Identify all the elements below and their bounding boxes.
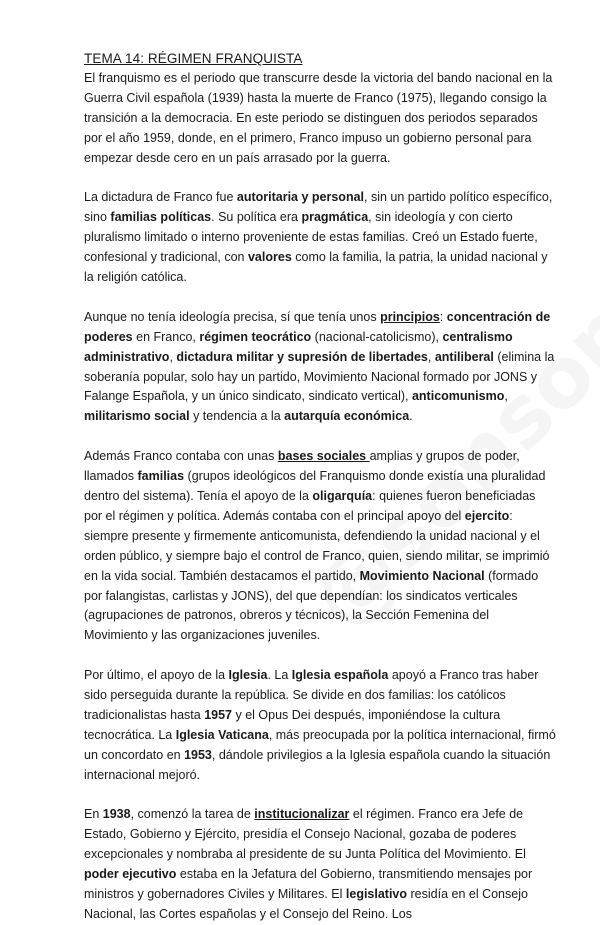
- emphasis-term: concentración de poderes: [84, 309, 551, 344]
- paragraph-gap: [84, 786, 556, 806]
- text-run: :: [439, 309, 447, 324]
- text-run: Aunque no tenía ideología precisa, sí que tenía unos: [84, 309, 381, 324]
- text-run: (grupos ideológicos del Franquismo donde existía una pluralidad dentro del sistema). Tenía el apoyo de la: [84, 469, 546, 503]
- text-run: ,: [427, 349, 435, 364]
- text-run: (elimina la soberanía popular, solo hay un partido, Movimiento Nacional formado por JONS y Falange Española, y un único sindicato, sindicato vertical),: [84, 349, 555, 404]
- emphasis-term: autarquía económica: [284, 409, 410, 424]
- text-run: La dictadura de Franco fue: [84, 190, 237, 205]
- paragraph-gap: [84, 288, 556, 308]
- emphasis-term: ejercito: [464, 508, 510, 523]
- text-run: como la familia, la patria, la unidad nacional y la religión católica.: [84, 250, 548, 285]
- text-run: .: [409, 409, 413, 424]
- paragraph-gap: [84, 646, 556, 666]
- paragraph-bases-sociales: [84, 447, 556, 646]
- emphasis-term: legislativo: [345, 887, 408, 902]
- text-run: , dándole privilegios a la Iglesia española cuando la situación internacional mejoró.: [84, 747, 551, 782]
- text-run: apoyó a Franco tras haber sido perseguida durante la república. Se divide en dos familias: los católicos tradicionalistas hasta: [84, 668, 539, 722]
- text-run: (formado por falangistas, carlistas y JONS), del que dependían: los sindicatos verticales (agrupaciones de patronos, obreros y técnicos), la Sección Femenina del Movimiento y las organizaciones juveniles.: [84, 568, 539, 643]
- page-title: TEMA 14: RÉGIMEN FRANQUISTA: [84, 51, 303, 66]
- emphasis-term: Iglesia española: [291, 668, 389, 683]
- text-run: Por último, el apoyo de la: [84, 668, 229, 683]
- text-run: , más preocupada por la política internacional, firmó un concordato en: [84, 727, 556, 762]
- emphasis-term: poder ejecutivo: [84, 867, 177, 882]
- emphasis-term: Iglesia Vaticana: [175, 727, 269, 742]
- text-run: : siempre presente y firmemente anticomunista, defendiendo la unidad nacional y el orden público, y siempre bajo el control de Franco, quien, siendo militar, se imprimió en la vida social. También destacamos el partido,: [84, 508, 550, 583]
- text-run: amplias y grupos de poder, llamados: [84, 449, 520, 484]
- text-run: ,: [169, 349, 177, 364]
- text-run: el régimen. Franco era Jefe de Estado, Gobierno y Ejército, presidía el Consejo Nacional, gozaba de poderes excepcionales y nombraba al presidente de su Junta Política del Movimiento. El: [84, 807, 526, 862]
- emphasis-term: anticomunismo: [411, 389, 505, 404]
- emphasis-term: bases sociales: [277, 449, 370, 464]
- text-run: El franquismo es el periodo que transcurre desde la victoria del bando nacional en la Guerra Civil española (1939) hasta la muerte de Franco (1975), llegando consigo la transición a la democracia. En este periodo se distinguen dos periodos separados por el año 1959, donde, en el primero, Franco impuso un gobierno personal para empezar desde cero en un país arrasado por la guerra.: [84, 71, 553, 165]
- text-run: , comenzó la tarea de: [130, 807, 255, 822]
- text-run: En: [84, 807, 103, 822]
- paragraph-dictadura: [84, 188, 556, 288]
- emphasis-term: pragmática: [301, 210, 369, 225]
- emphasis-term: institucionalizar: [254, 807, 350, 822]
- text-run: . La: [267, 668, 292, 683]
- emphasis-term: familias políticas: [110, 210, 212, 225]
- paragraph-intro: [84, 69, 556, 169]
- text-run: estaba en la Jefatura del Gobierno, transmitiendo mensajes por ministros y gobernadores Civiles y Militares. El: [84, 867, 533, 902]
- emphasis-term: militarismo social: [84, 409, 190, 424]
- text-run: , sin un partido político específico, sino: [84, 190, 553, 225]
- paragraph-iglesia: [84, 666, 556, 785]
- emphasis-term: dictadura militar y supresión de libertades: [176, 349, 428, 364]
- text-run: , sin ideología y con cierto pluralismo limitado o interno proveniente de estas familias. Creó un Estado fuerte, confesional y tradicional, con: [84, 210, 538, 265]
- emphasis-term: centralismo administrativo: [84, 329, 513, 364]
- text-run: Además Franco contaba con unas: [84, 449, 278, 464]
- text-run: : quienes fueron beneficiadas por el régimen y política. Además contaba con el principal apoyo del: [84, 488, 536, 523]
- document-page: [84, 49, 556, 925]
- emphasis-term: valores: [247, 250, 292, 265]
- emphasis-term: antiliberal: [434, 349, 494, 364]
- text-run: y tendencia a la: [189, 409, 285, 424]
- emphasis-term: familias: [137, 469, 185, 484]
- emphasis-term: 1953: [184, 747, 212, 762]
- paragraph-institucionalizar: [84, 805, 556, 924]
- emphasis-term: 1938: [102, 807, 131, 822]
- emphasis-term: oligarquía: [312, 488, 373, 503]
- emphasis-term: autoritaria y personal: [236, 190, 364, 205]
- emphasis-term: Iglesia: [228, 668, 268, 683]
- emphasis-term: Movimiento Nacional: [359, 568, 485, 583]
- text-run: y el Opus Dei después, imponiéndose la cultura tecnocrática. La: [84, 707, 501, 742]
- paragraph-principios: [84, 308, 556, 427]
- emphasis-term: régimen teocrático: [199, 329, 312, 344]
- emphasis-term: 1957: [204, 707, 233, 722]
- paragraph-gap: [84, 427, 556, 447]
- text-run: residía en el Consejo Nacional, las Cortes españolas y el Consejo del Reino. Los: [84, 887, 528, 921]
- text-run: en Franco,: [132, 329, 200, 344]
- text-run: (nacional-catolicismo),: [311, 329, 443, 344]
- emphasis-term: principios: [380, 309, 440, 324]
- text-run: ,: [504, 389, 508, 404]
- text-run: . Su política era: [211, 210, 302, 225]
- paragraph-gap: [84, 169, 556, 189]
